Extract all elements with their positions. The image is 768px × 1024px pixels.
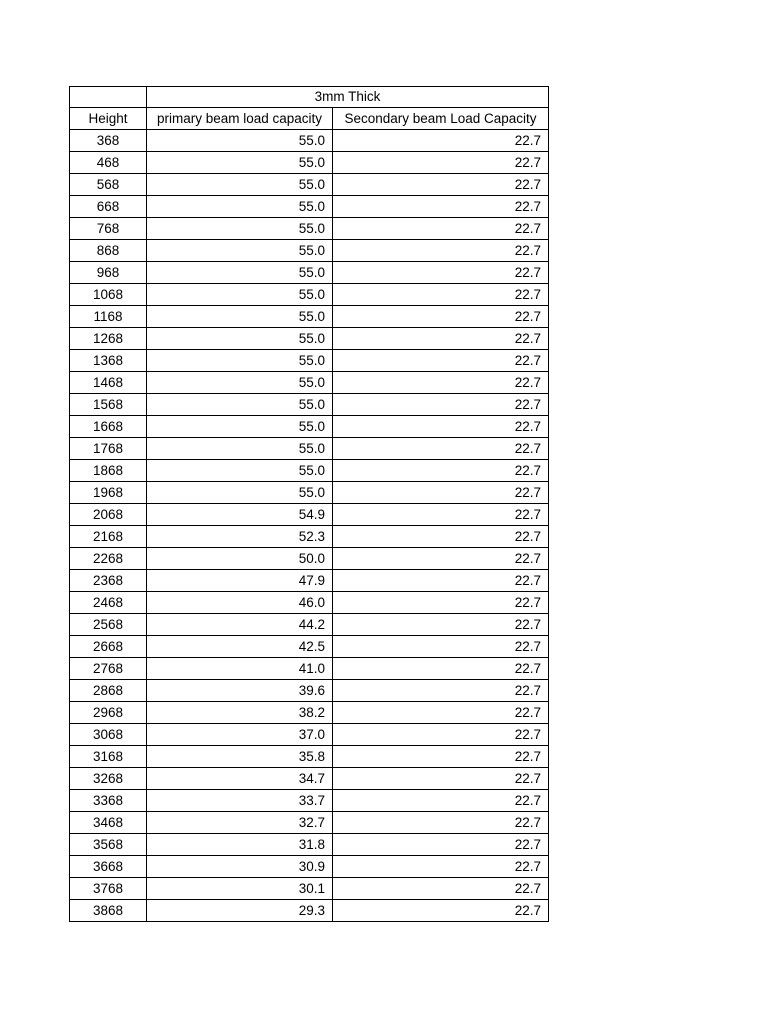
table-row (70, 350, 549, 372)
secondary-capacity-cell: 22.7 (333, 262, 549, 284)
height-cell: 1768 (70, 438, 147, 460)
primary-capacity-cell: 34.7 (147, 768, 333, 790)
primary-capacity-cell: 55.0 (147, 460, 333, 482)
height-cell: 968 (70, 262, 147, 284)
primary-capacity-cell: 55.0 (147, 438, 333, 460)
primary-capacity-cell: 55.0 (147, 328, 333, 350)
table-row (70, 570, 549, 592)
thickness-group-header: 3mm Thick (147, 87, 549, 108)
table-row (70, 702, 549, 724)
table-row (70, 152, 549, 174)
table-row (70, 680, 549, 702)
table-row (70, 724, 549, 746)
primary-capacity-cell: 37.0 (147, 724, 333, 746)
height-cell: 2768 (70, 658, 147, 680)
table-row (70, 416, 549, 438)
primary-capacity-cell: 55.0 (147, 262, 333, 284)
height-cell: 2368 (70, 570, 147, 592)
table-row (70, 372, 549, 394)
height-cell: 3768 (70, 878, 147, 900)
table-row (70, 504, 549, 526)
secondary-capacity-cell: 22.7 (333, 548, 549, 570)
secondary-capacity-cell: 22.7 (333, 196, 549, 218)
table-row (70, 658, 549, 680)
table-row (70, 614, 549, 636)
primary-capacity-cell: 54.9 (147, 504, 333, 526)
height-cell: 868 (70, 240, 147, 262)
table-row (70, 526, 549, 548)
secondary-capacity-cell: 22.7 (333, 218, 549, 240)
column-header-height: Height (70, 108, 147, 130)
secondary-capacity-cell: 22.7 (333, 570, 549, 592)
secondary-capacity-cell: 22.7 (333, 350, 549, 372)
load-capacity-table (69, 86, 549, 922)
secondary-capacity-cell: 22.7 (333, 328, 549, 350)
height-cell: 2868 (70, 680, 147, 702)
height-cell: 3468 (70, 812, 147, 834)
secondary-capacity-cell: 22.7 (333, 856, 549, 878)
column-header-secondary-capacity: Secondary beam Load Capacity (333, 108, 549, 130)
primary-capacity-cell: 52.3 (147, 526, 333, 548)
height-cell: 3268 (70, 768, 147, 790)
height-cell: 1868 (70, 460, 147, 482)
secondary-capacity-cell: 22.7 (333, 174, 549, 196)
primary-capacity-cell: 38.2 (147, 702, 333, 724)
primary-capacity-cell: 42.5 (147, 636, 333, 658)
table-row (70, 856, 549, 878)
primary-capacity-cell: 44.2 (147, 614, 333, 636)
secondary-capacity-cell: 22.7 (333, 680, 549, 702)
secondary-capacity-cell: 22.7 (333, 658, 549, 680)
primary-capacity-cell: 30.1 (147, 878, 333, 900)
primary-capacity-cell: 55.0 (147, 284, 333, 306)
group-header-row (70, 87, 549, 108)
primary-capacity-cell: 55.0 (147, 306, 333, 328)
secondary-capacity-cell: 22.7 (333, 152, 549, 174)
primary-capacity-cell: 55.0 (147, 174, 333, 196)
secondary-capacity-cell: 22.7 (333, 724, 549, 746)
secondary-capacity-cell: 22.7 (333, 812, 549, 834)
primary-capacity-cell: 55.0 (147, 372, 333, 394)
secondary-capacity-cell: 22.7 (333, 592, 549, 614)
height-cell: 1668 (70, 416, 147, 438)
height-cell: 2268 (70, 548, 147, 570)
secondary-capacity-cell: 22.7 (333, 130, 549, 152)
height-cell: 368 (70, 130, 147, 152)
secondary-capacity-cell: 22.7 (333, 438, 549, 460)
table-row (70, 834, 549, 856)
primary-capacity-cell: 29.3 (147, 900, 333, 922)
primary-capacity-cell: 55.0 (147, 196, 333, 218)
height-cell: 3868 (70, 900, 147, 922)
height-cell: 3568 (70, 834, 147, 856)
secondary-capacity-cell: 22.7 (333, 900, 549, 922)
secondary-capacity-cell: 22.7 (333, 394, 549, 416)
primary-capacity-cell: 35.8 (147, 746, 333, 768)
height-cell: 668 (70, 196, 147, 218)
primary-capacity-cell: 47.9 (147, 570, 333, 592)
secondary-capacity-cell: 22.7 (333, 504, 549, 526)
secondary-capacity-cell: 22.7 (333, 284, 549, 306)
height-cell: 2168 (70, 526, 147, 548)
table-row (70, 636, 549, 658)
secondary-capacity-cell: 22.7 (333, 614, 549, 636)
height-cell: 2468 (70, 592, 147, 614)
height-cell: 1368 (70, 350, 147, 372)
table-row (70, 812, 549, 834)
secondary-capacity-cell: 22.7 (333, 790, 549, 812)
height-cell: 1468 (70, 372, 147, 394)
primary-capacity-cell: 41.0 (147, 658, 333, 680)
table-row (70, 592, 549, 614)
height-cell: 468 (70, 152, 147, 174)
column-header-row (70, 108, 549, 130)
primary-capacity-cell: 55.0 (147, 482, 333, 504)
primary-capacity-cell: 55.0 (147, 130, 333, 152)
table-row (70, 394, 549, 416)
secondary-capacity-cell: 22.7 (333, 416, 549, 438)
table-row (70, 218, 549, 240)
table-row (70, 130, 549, 152)
primary-capacity-cell: 46.0 (147, 592, 333, 614)
secondary-capacity-cell: 22.7 (333, 878, 549, 900)
height-cell: 1968 (70, 482, 147, 504)
table-row (70, 284, 549, 306)
height-cell: 2668 (70, 636, 147, 658)
primary-capacity-cell: 55.0 (147, 394, 333, 416)
height-cell: 568 (70, 174, 147, 196)
height-cell: 1168 (70, 306, 147, 328)
table-row (70, 768, 549, 790)
primary-capacity-cell: 55.0 (147, 350, 333, 372)
primary-capacity-cell: 55.0 (147, 152, 333, 174)
table-row (70, 482, 549, 504)
primary-capacity-cell: 55.0 (147, 240, 333, 262)
secondary-capacity-cell: 22.7 (333, 526, 549, 548)
height-cell: 2968 (70, 702, 147, 724)
primary-capacity-cell: 32.7 (147, 812, 333, 834)
table-row (70, 438, 549, 460)
primary-capacity-cell: 55.0 (147, 218, 333, 240)
height-cell: 3368 (70, 790, 147, 812)
height-cell: 3168 (70, 746, 147, 768)
secondary-capacity-cell: 22.7 (333, 834, 549, 856)
table-row (70, 460, 549, 482)
table-row (70, 548, 549, 570)
secondary-capacity-cell: 22.7 (333, 306, 549, 328)
table-row (70, 306, 549, 328)
table-row (70, 790, 549, 812)
secondary-capacity-cell: 22.7 (333, 746, 549, 768)
height-cell: 3668 (70, 856, 147, 878)
column-header-primary-capacity: primary beam load capacity (147, 108, 333, 130)
height-cell: 2568 (70, 614, 147, 636)
table-body (70, 87, 549, 922)
primary-capacity-cell: 31.8 (147, 834, 333, 856)
height-cell: 1268 (70, 328, 147, 350)
table-row (70, 240, 549, 262)
secondary-capacity-cell: 22.7 (333, 636, 549, 658)
primary-capacity-cell: 50.0 (147, 548, 333, 570)
primary-capacity-cell: 33.7 (147, 790, 333, 812)
secondary-capacity-cell: 22.7 (333, 460, 549, 482)
table-row (70, 900, 549, 922)
height-cell: 768 (70, 218, 147, 240)
primary-capacity-cell: 30.9 (147, 856, 333, 878)
table-row (70, 328, 549, 350)
blank-corner-cell (70, 87, 147, 108)
primary-capacity-cell: 55.0 (147, 416, 333, 438)
secondary-capacity-cell: 22.7 (333, 372, 549, 394)
height-cell: 3068 (70, 724, 147, 746)
secondary-capacity-cell: 22.7 (333, 768, 549, 790)
height-cell: 1568 (70, 394, 147, 416)
secondary-capacity-cell: 22.7 (333, 702, 549, 724)
height-cell: 1068 (70, 284, 147, 306)
table-row (70, 174, 549, 196)
primary-capacity-cell: 39.6 (147, 680, 333, 702)
table-row (70, 878, 549, 900)
table-row (70, 196, 549, 218)
table-row (70, 746, 549, 768)
secondary-capacity-cell: 22.7 (333, 240, 549, 262)
height-cell: 2068 (70, 504, 147, 526)
secondary-capacity-cell: 22.7 (333, 482, 549, 504)
table-row (70, 262, 549, 284)
